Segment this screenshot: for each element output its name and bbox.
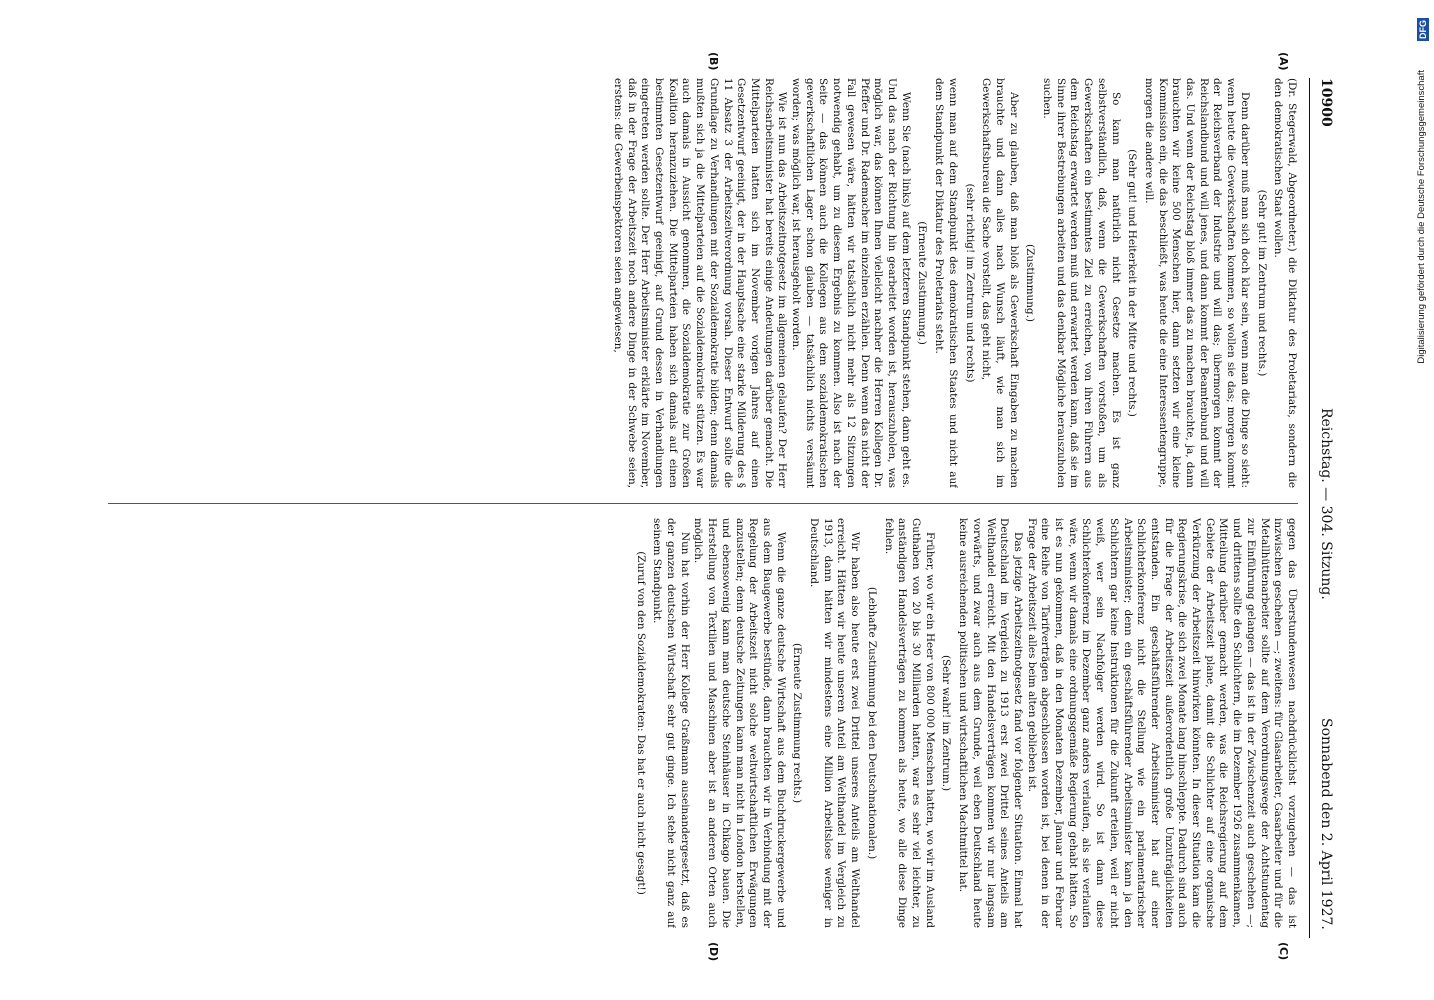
paragraph: So kann man natürlich nicht Gesetze machen. Es ist ganz selbstverständlich, daß, wenn die Gewerkschaften vorstoßen, um als Gewerkschaften ein bestimmtes Ziel zu erreichen, von ihren Führern aus dem Reichstag erwartet werden muß und erwartet werden kann, daß sie im Sinne ihrer Bestrebungen arbeiten und das denkbar Mögliche herauszuholen suchen.: [1041, 78, 1122, 488]
page-number: 10900: [1318, 78, 1334, 127]
sidebar-credit: [1414, 10, 1434, 990]
interjection: (Erneute Zustimmung.): [916, 221, 929, 345]
interjection: (Lebhafte Zustimmung bei den Deutschnationalen.): [865, 586, 878, 860]
marker-a: (A): [1277, 52, 1290, 71]
left-column: [108, 78, 1298, 488]
paragraph: (Dr. Stegerwald, Abgeordneter.) die Diktatur des Proletariats, sondern die den demokratischen Staat wollen.: [1272, 78, 1298, 488]
session-date: Sonnabend den 2. April 1927.: [1318, 718, 1334, 930]
interjection: (Zuruf von den Sozialdemokraten: Das hat er auch nicht gesagt!): [634, 551, 647, 895]
interjection: (Sehr gut! im Zentrum und rechts.): [1255, 189, 1268, 377]
rotated-page: [90, 52, 1340, 962]
paragraph: Früher, wo wir ein Heer von 800 000 Menschen hatten, wo wir im Ausland Guthaben von 20 bis 30 Milliarden hatten, war es sehr viel leichter, zu anständigen Handelsverträgen zu kommen als heute, wo alle diese Dinge fehlen.: [882, 518, 936, 928]
interjection: (Erneute Zustimmung rechts.): [791, 642, 804, 804]
paragraph: Wenn Sie (nach links) auf dem letzteren Standpunkt stehen, dann geht es. Und das nach der Richtung hin gearbeitet worden ist, herauszuholen, was möglich war, das können Ihnen vielleicht nachher die Herren Kollegen Dr. Pfeffer und Dr. Rademacher im einzelnen erzählen. Denn wenn das nicht der Fall gewesen wäre, hätten wir tatsächlich nicht mehr als 12 Sitzungen notwendig gehabt, um zu diesem Ergebnis zu kommen. Also ist nach der Seite — das können auch die Kollegen aus dem sozialdemokratischen gewerkschaftlichen Lager schon glauben — tatsächlich nichts versäumt worden; was möglich war, ist herausgeholt worden.: [790, 78, 912, 488]
marker-d: (D): [707, 942, 720, 962]
column-divider: [108, 503, 1298, 504]
marker-b: (B): [707, 52, 720, 71]
interjection: (sehr richtig! im Zentrum und rechts): [963, 183, 976, 383]
right-column: [108, 518, 1298, 928]
interjection: (Sehr wahr! im Zentrum.): [940, 654, 953, 792]
paragraph: Denn darüber muß man sich doch klar sein, wenn man die Dinge so sieht: wenn heute die Gewerkschaften kommen, so wollen sie das; morgen kommt der Reichsverband der Industrie und will das; übermorgen kommt der Reichslandbund und will jenes, und dann kommt der Beamtenbund und will das. Und wenn der Reichstag bloß immer das zu machen brauchte, ja, dann brauchten wir keine 500 Menschen hier, dann setzten wir eine kleine Kommission ein, die das beschließt, was heute die eine Interessentengruppe, morgen die andere will.: [1142, 78, 1251, 488]
paragraph: Nun hat vorhin der Herr Kollege Graßmann auseinandergesetzt, daß es der ganzen deutschen Wirtschaft sehr gut ginge. Ich stehe nicht ganz auf seinem Standpunkt.: [651, 518, 691, 928]
credit-text: Digitalisierung gefördert durch die Deutsche Forschungsgemeinschaft: [1416, 70, 1427, 364]
paragraph: Das jetzige Arbeitszeitnotgesetz fand vor folgender Situation. Einmal hat Deutschland im Vergleich zu 1913 erst zwei Drittel seines Anteils am Welthandel erreicht. Mit den Handelsverträgen kommen wir nur langsam vorwärts, und zwar auch aus dem Grunde, weil eben Deutschland heute keine ausreichenden politischen und wirtschaftlichen Machtmittel hat.: [957, 518, 1024, 928]
interjection: (Sehr gut! und Heiterkeit in der Mitte und rechts.): [1126, 149, 1139, 417]
interjection: (Zustimmung.): [1024, 244, 1037, 322]
page-header: [1309, 78, 1340, 938]
session-title: Reichstag. — 304. Sitzung.: [1318, 408, 1334, 600]
paragraph: Aber zu glauben, daß man bloß als Gewerkschaft Eingaben zu machen brauchte und dann alles nach Wunsch läuft, wie man sich im Gewerkschaftsbureau die Sache vorstellt, das geht nicht,: [980, 78, 1020, 488]
paragraph: gegen das Überstundenwesen nachdrücklichst vorzugehen — das ist inzwischen geschehen —; zweitens: für Glasarbeiter, Gasarbeiter und für die Metallhüttenarbeiter sollte auf dem Verordnungswege der Achtstundentag zur Einführung gelangen — das ist in der Zwischenzeit auch geschehen —; und drittens sollte den Schlichtern, die im Dezember 1926 zusammenkamen, Mitteilung darüber gemacht werden, was die Reichsregierung auf dem Gebiete der Arbeitszeit plane, damit die Schlichter auf eine organische Verkürzung der Arbeitszeit hinwirken könnten. In dieser Situation kam die Regierungskrise, die sich zwei Monate lang hinschleppte. Dadurch sind auch für die Frage der Arbeitszeit außerordentlich große Unzuträglichkeiten entstanden. Ein geschäftsführender Arbeitsminister hat auf einer Schlichterkonferenz nicht die Stellung wie ein parlamentarischer Arbeitsminister; denn ein geschäftsführender Arbeitsminister kann ja den Schlichtern gar keine Instruktionen für die Zukunft erteilen, weil er nicht weiß, wer sein Nachfolger werden wird. So ist dann diese Schlichterkonferenz im Dezember ganz anders verlaufen, als sie verlaufen wäre, wenn wir damals eine ordnungsgemäße Regierung gehabt hätten. So ist es nun gekommen, daß in den Monaten Dezember, Januar und Februar eine Reihe von Tarifverträgen abgeschlossen worden ist, bei denen in der Frage der Arbeitszeit alles beim alten geblieben ist.: [1025, 518, 1298, 928]
paragraph: Wie ist nun das Arbeitszeitnotgesetz im allgemeinen gelaufen? Der Herr Reichsarbeitsminister hat bereits einige Andeutungen darüber gemacht. Die Mittelparteien hatten sich im November vorigen Jahres auf einen Gesetzentwurf geeinigt, der in der Hauptsache eine starke Milderung des § 11 Absatz 3 der Arbeitszeitverordnung vorsah. Dieser Entwurf sollte die Grundlage zu Verhandlungen mit der Sozialdemokratie bilden; denn damals mußten sich ja die Mittelparteien auf die Sozialdemokratie stützen. Es war auch damals in Aussicht genommen, die Sozialdemokratie zur Großen Koalition heranzuziehen. Die Mittelparteien haben sich damals auf einen bestimmten Gesetzentwurf geeinigt, auf Grund dessen in Verhandlungen eingetreten werden sollte. Der Herr Arbeitsminister erklärte im November, daß in der Frage der Arbeitszeit noch andere Dinge in der Schwebe seien, erstens: die Gewerbeinspektoren seien angewiesen,: [611, 78, 789, 488]
paragraph: Wenn die ganze deutsche Wirtschaft aus dem Buchdruckergewerbe und aus dem Baugewerbe bestünde, dann brauchten wir in Verbindung mit der Regelung der Arbeitszeit nicht solche weltwirtschaftlichen Erwägungen anzustellen; denn deutsche Zeitungen kann man nicht in London herstellen, und ebensowenig kann man deutsche Steinhäuser in Chikago bauen. Die Herstellung von Textilien und Maschinen aber ist an anderen Orten auch möglich.: [692, 518, 787, 928]
marker-c: (C): [1277, 942, 1290, 961]
paragraph: wenn man auf dem Standpunkt des demokratischen Staates und nicht auf dem Standpunkt der Diktatur des Proletariats steht.: [933, 78, 959, 488]
paragraph: Wir haben also heute erst zwei Drittel unseres Anteils am Welthandel erreicht. Hätten wir heute unseren Anteil am Welthandel im Vergleich zu 1913, dann hätten wir mindestens eine Million Arbeitslose weniger in Deutschland.: [808, 518, 862, 928]
dfg-logo: DFG: [1418, 20, 1428, 39]
